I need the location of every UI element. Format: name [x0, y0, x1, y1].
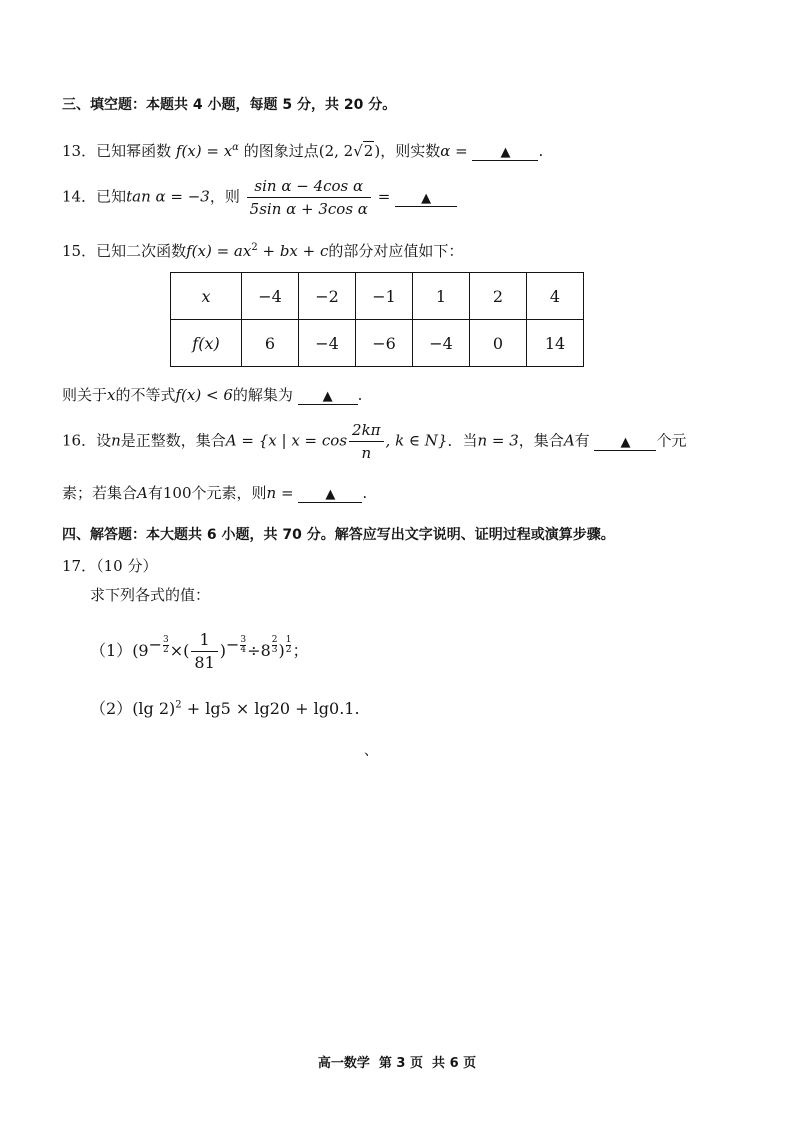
math-exponent: − $\frac{3}{2}$ — [148, 634, 169, 655]
exp-numerator: 3 — [163, 634, 169, 645]
question-text: 个元素，则 — [191, 484, 267, 502]
math-variable: n = — [266, 484, 294, 502]
table-cell: −4 — [242, 273, 299, 320]
value-table — [170, 272, 584, 367]
math-fraction — [349, 420, 384, 463]
table-cell: −6 — [356, 320, 413, 367]
question-text: 已知幂函数 — [96, 142, 172, 160]
math-variable: α = — [440, 142, 468, 160]
exp-denominator: 2 — [285, 644, 292, 655]
question-number: 13． — [62, 142, 97, 160]
fraction-denominator: 81 — [194, 653, 215, 672]
fraction-numerator: sin α − 4cos α — [247, 176, 371, 198]
question-number: 15． — [62, 242, 97, 260]
question-text: 的部分对应值如下： — [328, 242, 464, 260]
stray-mark: 、 — [364, 743, 378, 759]
question-text: 个元 — [656, 431, 687, 450]
table-row-x — [171, 273, 584, 320]
question-text: 已知 — [96, 187, 127, 206]
math-function: f(x) = x — [175, 142, 233, 160]
question-number: 14． — [62, 187, 97, 206]
fraction-numerator: 2kπ — [349, 420, 384, 442]
punctuation: . — [362, 484, 368, 502]
fraction-denominator: n — [361, 444, 372, 462]
math-set: A = {x | x = cos — [225, 431, 348, 450]
math-variable: n — [111, 431, 121, 450]
triangle-marker-icon: ▲ — [325, 487, 336, 502]
exp-denominator: 3 — [271, 644, 278, 655]
math-function: f(x) = ax — [186, 242, 252, 260]
answer-blank[interactable] — [298, 388, 358, 405]
sqrt-radicand: 2 — [363, 142, 374, 160]
math-variable: A — [563, 431, 575, 450]
math-exponent: α — [232, 142, 239, 153]
math-exponent: 2 — [251, 242, 258, 253]
question-16-continued — [62, 482, 367, 503]
part-label: （2） — [90, 699, 133, 718]
math-number: 100 — [162, 484, 192, 502]
exp-numerator: 1 — [285, 634, 292, 645]
table-header-fx: f(x) — [171, 320, 242, 367]
question-points: （10 分） — [96, 557, 158, 575]
question-text: 素；若集合 — [62, 484, 138, 502]
question-text: 的解集为 — [232, 386, 293, 404]
math-set-close: , k ∈ N} — [385, 431, 448, 450]
table-cell: 4 — [527, 273, 584, 320]
table-cell: 14 — [527, 320, 584, 367]
punctuation: . — [538, 142, 544, 160]
punctuation: . — [357, 386, 363, 404]
math-exponent: − $\frac{3}{4}$ — [226, 634, 247, 655]
equals-sign: = — [377, 187, 391, 206]
question-text: 有 — [574, 431, 590, 450]
table-cell: 1 — [413, 273, 470, 320]
question-text: 已知二次函数 — [96, 242, 187, 260]
math-condition: n = 3 — [477, 431, 519, 450]
question-17-header — [62, 555, 157, 576]
punctuation: ； — [292, 641, 309, 660]
table-row-fx — [171, 320, 584, 367]
math-point-close: ) — [374, 142, 381, 160]
math-expr: ×( — [169, 641, 190, 660]
table-cell: −4 — [299, 320, 356, 367]
triangle-marker-icon: ▲ — [421, 190, 432, 206]
math-variable: x — [107, 386, 116, 404]
question-text: ，集合 — [518, 431, 564, 450]
math-function-rest: + bx + c — [257, 242, 329, 260]
question-text: 设 — [96, 431, 112, 450]
question-number: 16． — [62, 431, 97, 450]
question-13 — [62, 140, 543, 161]
answer-blank[interactable] — [472, 144, 538, 161]
triangle-marker-icon: ▲ — [500, 145, 511, 160]
math-expr: (lg 2) — [132, 699, 176, 718]
section-heading-solutions: 四、解答题：本大题共 6 小题，共 70 分。解答应写出文字说明、证明过程或演算步骤。 — [62, 527, 615, 543]
math-expr: ÷8 — [247, 641, 271, 660]
page-footer: 高一数学 第 3 页 共 6 页 — [317, 1056, 477, 1071]
math-expr: (9 — [132, 641, 149, 660]
question-text: 有 — [147, 484, 163, 502]
table-cell: 6 — [242, 320, 299, 367]
math-exponent: 2 — [175, 699, 182, 711]
math-expr: + lg5 × lg20 + lg0.1. — [181, 699, 360, 718]
question-text: ，则 — [209, 187, 240, 206]
table-cell: 0 — [470, 320, 527, 367]
question-text: 是正整数，集合 — [120, 431, 226, 450]
math-variable: A — [137, 484, 148, 502]
math-inequality: f(x) < 6 — [175, 386, 233, 404]
triangle-marker-icon: ▲ — [620, 434, 631, 450]
sqrt-symbol: √2 — [353, 142, 374, 160]
answer-blank[interactable] — [298, 486, 362, 503]
exp-denominator: 2 — [163, 644, 169, 655]
answer-blank[interactable] — [395, 190, 457, 207]
question-15 — [62, 240, 463, 261]
table-cell: −2 — [299, 273, 356, 320]
question-17-part-1 — [90, 630, 308, 673]
question-14 — [62, 176, 457, 219]
question-15-continued — [62, 384, 362, 405]
math-condition: tan α = −3 — [126, 187, 210, 206]
math-expr: ) — [278, 641, 285, 660]
question-number: 17． — [62, 557, 97, 575]
question-text: 则关于 — [62, 386, 108, 404]
question-text: 的图象过点 — [243, 142, 319, 160]
question-text: ．当 — [447, 431, 478, 450]
question-16 — [62, 420, 686, 463]
math-expr: ) — [219, 641, 227, 660]
table-cell: 2 — [470, 273, 527, 320]
fraction-numerator: 1 — [191, 630, 217, 652]
math-fraction — [191, 630, 217, 673]
answer-blank[interactable] — [594, 434, 656, 451]
question-text: 的不等式 — [115, 386, 176, 404]
table-header-x: x — [171, 273, 242, 320]
triangle-marker-icon: ▲ — [322, 389, 333, 404]
question-17-part-2 — [90, 696, 360, 719]
exp-numerator: 3 — [240, 634, 247, 645]
exp-denominator: 4 — [240, 644, 247, 655]
exp-numerator: 2 — [271, 634, 278, 645]
part-label: （1） — [90, 641, 133, 660]
table-cell: −4 — [413, 320, 470, 367]
math-point: (2, 2 — [318, 142, 354, 160]
table-cell: −1 — [356, 273, 413, 320]
question-17-prompt: 求下列各式的值： — [90, 586, 211, 604]
fraction-denominator: 5sin α + 3cos α — [249, 200, 368, 218]
question-text: ，则实数 — [380, 142, 441, 160]
math-fraction — [247, 176, 371, 219]
section-heading-fill-in: 三、填空题：本题共 4 小题，每题 5 分，共 20 分。 — [62, 97, 397, 113]
